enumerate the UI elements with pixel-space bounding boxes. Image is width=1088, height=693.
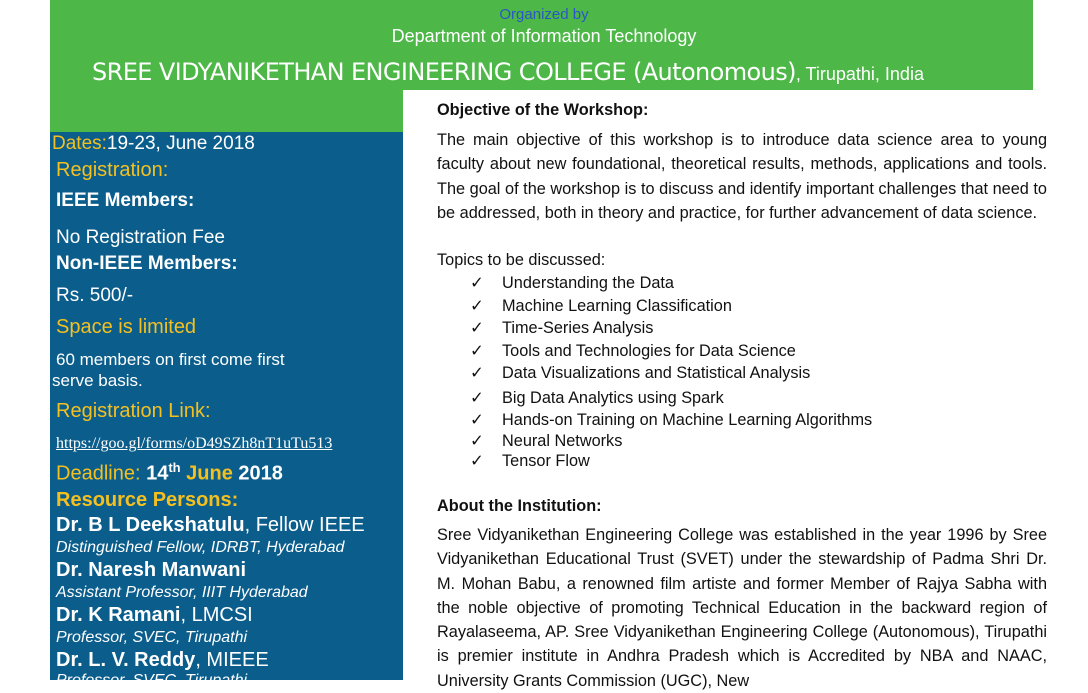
topic-item [437,450,1047,473]
topic-label: Machine Learning Classification [502,296,732,315]
person-name: Dr. K Ramani [56,604,181,626]
non-ieee-members-fee: Rs. 500/- [56,285,134,306]
header-banner-extension [50,90,403,132]
dates-value: 19-23, June 2018 [106,133,255,154]
non-ieee-members-label: Non-IEEE Members: [56,253,238,274]
deadline-month: June [186,462,233,485]
organized-by-label: Organized by [499,6,589,23]
person-affiliation: , LMCSI [180,604,253,626]
topic-item [437,272,1047,295]
ieee-members-label: IEEE Members: [56,190,195,211]
topic-label: Data Visualizations and Statistical Analysis [502,364,811,383]
deadline-line [56,460,283,486]
topic-item [437,387,1047,410]
resource-person-title-1: Distinguished Fellow, IDRBT, Hyderabad [56,539,345,556]
checkmark-icon: ✓ [470,411,484,430]
college-name-line [92,58,924,86]
dates-line [52,133,255,155]
person-affiliation: , MIEEE [195,649,269,671]
resource-person-title-2: Assistant Professor, IIIT Hyderabad [56,584,308,601]
person-name: Dr. L. V. Reddy [56,649,196,671]
topics-list [437,272,1047,473]
space-limited-line-2: serve basis. [52,371,143,390]
resource-person-name-3 [56,604,253,627]
topic-label: Time-Series Analysis [502,319,654,338]
space-limited-label: Space is limited [56,316,197,338]
topic-item [437,409,1047,430]
person-name: Dr. B L Deekshatulu [56,514,245,536]
deadline-day: 14 [146,462,169,485]
checkmark-icon: ✓ [470,388,484,407]
registration-label: Registration: [56,159,169,181]
objective-text: The main objective of this workshop is to introduce data science area to young faculty about new foundational, theoretical results, methods, applications and tools. The goal of the workshop is to discuss and identify important challenges that need to be addressed, both in theory and practice, for further advancement of data science. [437,131,1047,222]
topic-label: Tensor Flow [502,452,590,471]
deadline-year: 2018 [238,462,283,485]
dates-label: Dates: [52,133,107,154]
institution-heading: About the Institution: [437,497,602,515]
college-autonomous: (Autonomous) [632,58,796,86]
checkmark-icon: ✓ [470,341,484,360]
topic-label: Understanding the Data [502,274,674,292]
topics-intro: Topics to be discussed: [437,251,606,269]
topic-label: Hands-on Training on Machine Learning Algorithms [502,411,873,430]
space-limited-line-1: 60 members on first come first [56,350,285,369]
checkmark-icon: ✓ [470,319,484,338]
resource-persons-label: Resource Persons: [56,489,239,511]
resource-person-title-4: Professor, SVEC, Tirupathi [56,672,248,689]
resource-person-name-4 [56,649,269,672]
resource-person-title-3: Professor, SVEC, Tirupathi [56,629,248,646]
topic-item [437,340,1047,363]
checkmark-icon: ✓ [470,274,484,292]
institution-text: Sree Vidyanikethan Engineering College was established in the year 1996 by Sree Vidyanikethan Educational Trust (SVET) under the stewardship of Padma Shri Dr. M. Mohan Babu, a renowned film artiste and former Member of Rajya Sabha with the noble objective of promoting Technical Education in the backward region of Rayalaseema, AP. Sree Vidyanikethan Engineering College (Autonomous), Tirupathi is premier institute in Andhra Pradesh which is Accredited by NBA and NAAC, University Grants Commission (UGC), New [437,526,1047,690]
resource-person-name-2 [56,559,246,582]
checkmark-icon: ✓ [470,431,484,450]
topic-label: Big Data Analytics using Spark [502,388,724,407]
registration-link-label: Registration Link: [56,400,211,422]
registration-link[interactable]: https://goo.gl/forms/oD49SZh8nT1uTu513 [56,435,333,452]
checkmark-icon: ✓ [470,296,484,315]
person-affiliation: , Fellow IEEE [244,514,365,536]
college-name: SREE VIDYANIKETHAN ENGINEERING COLLEGE [92,58,626,86]
topic-item [437,362,1047,387]
department-name: Department of Information Technology [391,26,697,46]
topic-label: Tools and Technologies for Data Science [502,341,796,360]
college-location: , Tirupathi, India [795,64,924,84]
ieee-members-fee: No Registration Fee [56,227,225,248]
topic-item [437,317,1047,340]
person-name: Dr. Naresh Manwani [56,559,247,581]
topic-item [437,430,1047,451]
checkmark-icon: ✓ [470,364,484,383]
deadline-day-suffix: th [168,460,181,475]
resource-person-name-1 [56,514,365,537]
checkmark-icon: ✓ [470,452,484,471]
topic-label: Neural Networks [502,431,623,450]
objective-heading: Objective of the Workshop: [437,101,649,119]
deadline-label: Deadline: [56,462,141,485]
topic-item [437,295,1047,318]
